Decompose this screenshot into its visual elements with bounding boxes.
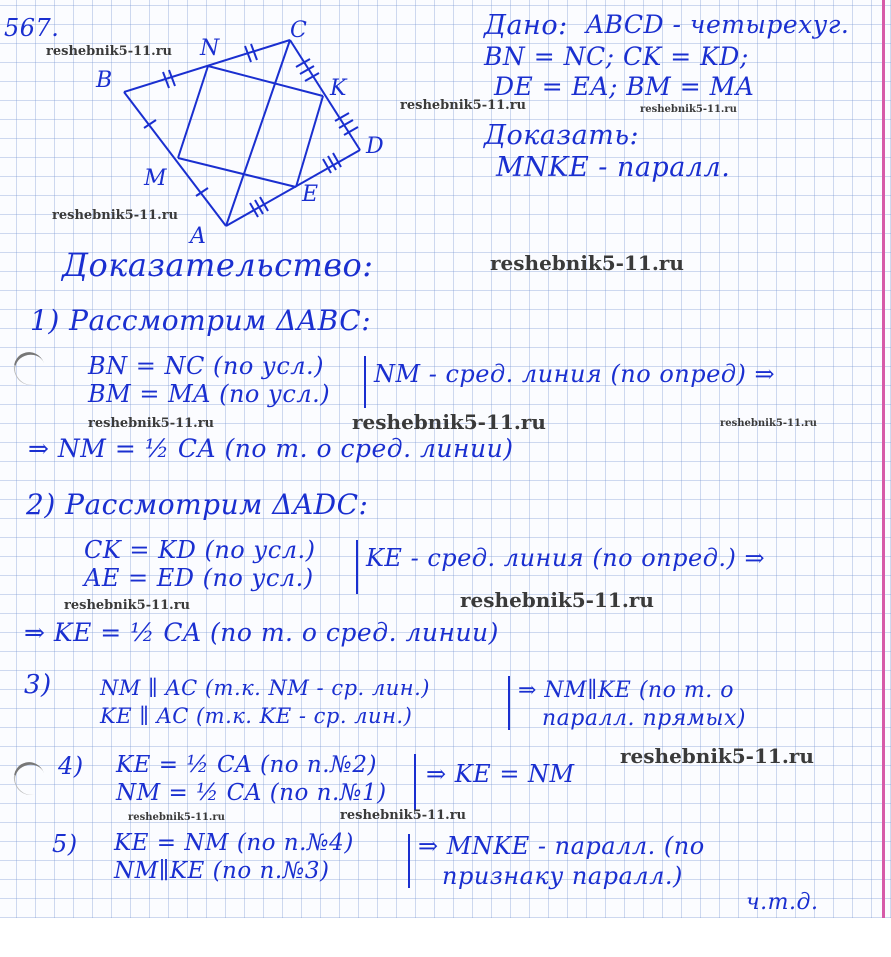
- step-3-conclusion-1: ⇒ NM∥KE (по т. о: [518, 678, 734, 703]
- label-d: D: [366, 134, 384, 159]
- watermark: reshebnik5-11.ru: [460, 588, 654, 612]
- step-1-heading: 1) Рассмотрим ΔABC:: [30, 304, 372, 337]
- watermark: reshebnik5-11.ru: [128, 812, 225, 823]
- label-n: N: [200, 36, 220, 61]
- step-4-conclusion: ⇒ KE = NM: [426, 760, 575, 788]
- step-5-cond-2: NM∥KE (по п.№3): [114, 858, 330, 884]
- step-2-heading: 2) Рассмотрим ΔADC:: [26, 488, 369, 521]
- given-line-2: BN = NC; CK = KD;: [484, 42, 749, 71]
- step-4-cond-1: KE = ½ CA (по п.№2): [116, 752, 377, 778]
- step-5-conclusion-2: признаку паралл.): [442, 862, 683, 890]
- brace-bar: [408, 834, 410, 888]
- step-3-cond-2: KE ∥ AC (т.к. KE - ср. лин.): [100, 704, 413, 728]
- watermark: reshebnik5-11.ru: [340, 808, 467, 823]
- step-5-conclusion-1: ⇒ MNKE - паралл. (по: [418, 832, 705, 860]
- step-2-cond-2: AE = ED (по усл.): [84, 564, 314, 592]
- proof-title: Доказательство:: [62, 246, 374, 284]
- given-line-3: DE = EA; BM = MA: [494, 72, 755, 101]
- brace-bar: [356, 540, 358, 594]
- step-1-cond-1: BN = NC (по усл.): [88, 352, 325, 380]
- given-quadrilateral: ABCD - четырехуг.: [586, 10, 850, 39]
- side-ab: [124, 92, 226, 226]
- label-a: A: [190, 224, 206, 249]
- watermark: reshebnik5-11.ru: [620, 744, 814, 768]
- watermark: reshebnik5-11.ru: [640, 104, 737, 115]
- step-1-cond-2: BM = MA (по усл.): [88, 380, 331, 408]
- brace-bar: [364, 356, 366, 408]
- label-c: C: [290, 18, 307, 43]
- prove-title: Доказать:: [484, 120, 640, 151]
- step-5-cond-1: KE = NM (по п.№4): [114, 830, 354, 856]
- step-1-result: ⇒ NM = ½ CA (по т. о сред. линии): [28, 434, 514, 463]
- step-2-conclusion: KE - сред. линия (по опред.) ⇒: [366, 544, 766, 572]
- label-m: M: [144, 166, 167, 191]
- qed-mark: ч.т.д.: [746, 890, 819, 915]
- brace-bar: [508, 676, 510, 730]
- label-k: K: [330, 76, 347, 101]
- step-5-number: 5): [52, 830, 78, 858]
- segment-mn: [178, 66, 208, 158]
- watermark: reshebnik5-11.ru: [64, 598, 191, 613]
- diagonal-ac: [226, 40, 290, 226]
- watermark: reshebnik5-11.ru: [352, 410, 546, 434]
- segment-em: [178, 158, 296, 187]
- watermark: reshebnik5-11.ru: [720, 418, 817, 429]
- step-3-number: 3): [24, 670, 52, 700]
- side-da: [226, 150, 360, 226]
- step-4-cond-2: NM = ½ CA (по п.№1): [116, 780, 387, 806]
- step-1-conclusion: NM - сред. линия (по опред) ⇒: [374, 360, 776, 388]
- prove-statement: MNKE - паралл.: [496, 152, 731, 183]
- step-3-conclusion-2: паралл. прямых): [542, 706, 746, 731]
- step-4-number: 4): [58, 752, 84, 780]
- watermark: reshebnik5-11.ru: [490, 251, 684, 275]
- watermark: reshebnik5-11.ru: [52, 208, 179, 223]
- problem-number: 567.: [4, 14, 60, 42]
- step-2-result: ⇒ KE = ½ CA (по т. о сред. линии): [24, 618, 499, 647]
- label-e: E: [302, 182, 319, 207]
- given-title: Дано:: [484, 10, 568, 41]
- step-2-cond-1: CK = KD (по усл.): [84, 536, 316, 564]
- step-3-cond-1: NM ∥ AC (т.к. NM - ср. лин.): [100, 676, 430, 700]
- watermark: reshebnik5-11.ru: [46, 44, 173, 59]
- side-cd: [290, 40, 360, 150]
- label-b: B: [96, 68, 113, 93]
- watermark: reshebnik5-11.ru: [400, 98, 527, 113]
- watermark: reshebnik5-11.ru: [88, 416, 215, 431]
- brace-bar: [414, 754, 416, 810]
